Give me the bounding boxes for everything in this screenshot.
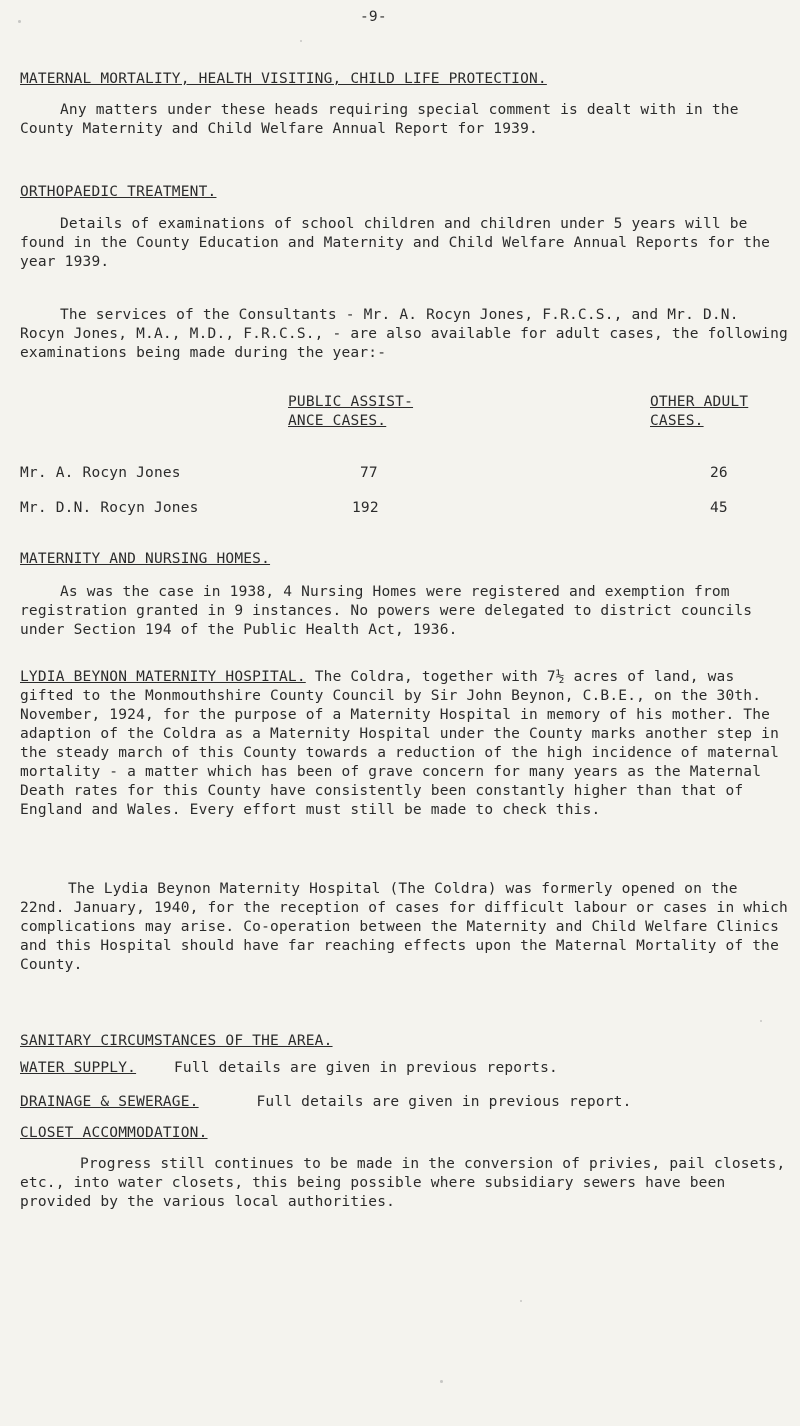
page-number: -9- [360, 9, 387, 25]
page-heading: MATERNAL MORTALITY, HEALTH VISITING, CHILD LIFE PROTECTION. [20, 71, 547, 87]
scan-speck [18, 20, 21, 23]
water-supply-text: Full details are given in previous reports. [173, 1060, 558, 1076]
water-supply-line [20, 1059, 558, 1078]
scan-speck [300, 40, 302, 42]
maternity-paragraph: As was the case in 1938, 4 Nursing Homes were registered and exemption from registration granted in 9 instances. No powers were delegated to district councils under Section 194 of the Public Health Act, 1936. [20, 584, 753, 638]
consultant-name: Mr. A. Rocyn Jones [20, 465, 181, 481]
scan-speck [440, 1380, 443, 1383]
public-assistance-count: 77 [360, 465, 378, 481]
orthopaedic-paragraph-2: The services of the Consultants - Mr. A. Rocyn Jones, F.R.C.S., and Mr. D.N. Rocyn Jones, M.A., M.D., F.R.C.S., - are also available for adult cases, the following examinations being made during the year:- [20, 307, 788, 361]
orthopaedic-heading: ORTHOPAEDIC TREATMENT. [20, 184, 217, 200]
closet-heading: CLOSET ACCOMMODATION. [20, 1125, 208, 1141]
other-adult-count: 26 [710, 465, 728, 481]
scan-speck [760, 1020, 762, 1022]
sanitary-heading: SANITARY CIRCUMSTANCES OF THE AREA. [20, 1033, 333, 1049]
orthopaedic-paragraph-1: Details of examinations of school children and children under 5 years will be found in the County Education and Maternity and Child Welfare Annual Reports for the year 1939. [20, 216, 771, 270]
drainage-line [20, 1093, 632, 1112]
water-supply-label: WATER SUPPLY. [20, 1060, 137, 1076]
intro-paragraph: Any matters under these heads requiring special comment is dealt with in the County Maternity and Child Welfare Annual Report for 1939. [20, 102, 739, 137]
exam-table-header-other-adult: OTHER ADULT CASES. [650, 394, 749, 429]
maternity-heading: MATERNITY AND NURSING HOMES. [20, 551, 271, 567]
exam-table-row [20, 499, 790, 519]
exam-table-header-public-assistance: PUBLIC ASSIST- ANCE CASES. [288, 394, 414, 429]
drainage-text: Full details are given in previous report. [256, 1094, 632, 1110]
other-adult-count: 45 [710, 500, 728, 516]
lydia-paragraph-2: The Lydia Beynon Maternity Hospital (The Coldra) was formerly opened on the 22nd. January, 1940, for the reception of cases for difficult labour or cases in which complications may arise. Co-operation between the Maternity and Child Welfare Clinics and this Hospital should have far reaching effects upon the Maternal Mortality of the County. [20, 881, 788, 973]
exam-table-row [20, 464, 790, 484]
consultant-name: Mr. D.N. Rocyn Jones [20, 500, 199, 516]
drainage-label: DRAINAGE & SEWERAGE. [20, 1094, 199, 1110]
public-assistance-count: 192 [352, 500, 379, 516]
lydia-paragraph-1: LYDIA BEYNON MATERNITY HOSPITAL. The Coldra, together with 7½ acres of land, was gifted to the Monmouthshire County Council by Sir John Beynon, C.B.E., on the 30th. November, 1924, for the purpose of a Maternity Hospital in memory of his mother. The adaption of the Coldra as a Maternity Hospital under the County marks another step in the steady march of this County towards a reduction of the high incidence of maternal mortality - a matter which has been of grave concern for many years as the Maternal Death rates for this County have consistently been constantly higher than that of England and Wales. Every effort must still be made to check this. [20, 669, 780, 818]
scan-speck [520, 1300, 522, 1302]
lydia-heading: LYDIA BEYNON MATERNITY HOSPITAL. [20, 669, 306, 685]
closet-paragraph: Progress still continues to be made in the conversion of privies, pail closets, etc., into water closets, this being possible where subsidiary sewers have been provided by the various local authorities. [20, 1156, 786, 1210]
